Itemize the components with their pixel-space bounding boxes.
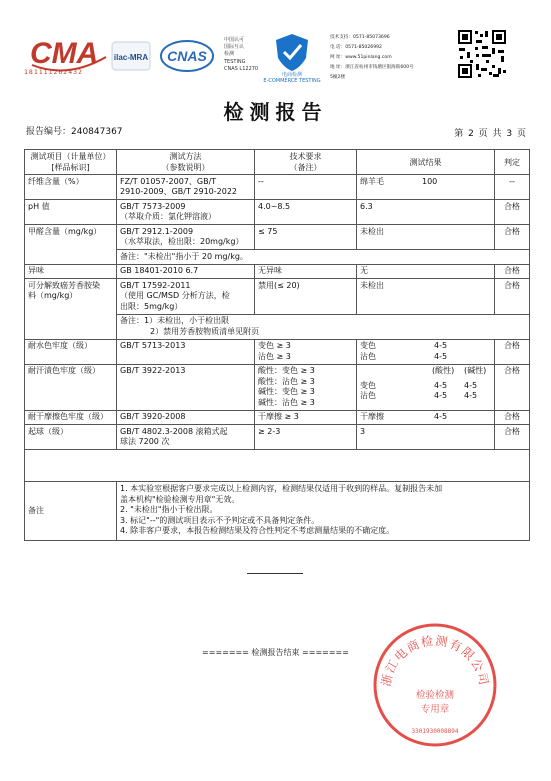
judgement-cell: 合格 (495, 225, 530, 250)
table-row (25, 425, 530, 450)
contact-tel: 技术支持：0571-85073696 (330, 35, 390, 40)
method-cell: GB/T 4802.3-2008 滚箱式起 球法 7200 次 (117, 425, 255, 450)
method-cell: FZ/T 01057-2007、GB/T 2910-2009、GB/T 2910-2022 (117, 175, 255, 200)
requirement-cell: 酸性：变色 ≥ 3 酸性：沾色 ≥ 3 碱性：变色 ≥ 3 碱性：沾色 ≥ 3 (255, 364, 357, 410)
cma-number: 181111262432 (24, 68, 83, 76)
item-cell: 甲醛含量（mg/kg） (25, 225, 117, 265)
table-row (25, 264, 530, 279)
item-cell: 耐水色牢度（级） (25, 339, 117, 364)
report-title: 检测报告 (223, 100, 328, 124)
requirement-cell: ≤ 75 (255, 225, 357, 250)
contact-address-2: 5幢2楼 (330, 75, 346, 80)
remark-item: 1. 本实验室根据客户要求完成以上检测内容，检测结果仅适用于收到的样品。复制报告未加 (120, 484, 443, 493)
method-cell: GB/T 17592-2011 （使用 GC/MSD 分析方法，检 出限：5mg/kg） (117, 279, 255, 315)
judgement-cell: 合格 (495, 264, 530, 279)
seal-company-name: 浙江电商检测有限公司 (378, 633, 492, 688)
header-test-method: 测试方法 （参数说明） (117, 150, 255, 175)
cma-logo-text: CMA (30, 37, 99, 70)
table-row (25, 225, 530, 250)
seal-number: 3301930008894 (411, 728, 459, 735)
remarks-content (117, 482, 530, 541)
official-seal-stamp (370, 620, 500, 750)
requirement-cell: 干摩擦 ≥ 3 (255, 410, 357, 425)
table-row (25, 175, 530, 200)
table-row (25, 339, 530, 364)
blank-row (25, 450, 530, 482)
method-cell: GB/T 3922-2013 (117, 364, 255, 410)
requirement-cell: -- (255, 175, 357, 200)
ecommerce-testing-shield-icon (270, 30, 314, 74)
header-result: 测试结果 (357, 150, 495, 175)
cma-logo (28, 35, 108, 85)
table-row (25, 364, 530, 410)
formaldehyde-note: 备注："未检出"指小于 20 mg/kg。 (117, 250, 530, 265)
result-cell: 干摩擦 4-5 (357, 410, 495, 425)
test-results-table (24, 149, 530, 541)
remark-item: 4. 除非客户要求，本报告检测结果及符合性判定不考虑测量结果的不确定度。 (120, 526, 395, 535)
requirement-cell: 变色 ≥ 3 沾色 ≥ 3 (255, 339, 357, 364)
cnas-logo (159, 38, 215, 74)
result-cell: 变色 4-5 沾色 4-5 (357, 339, 495, 364)
page-info: 第 2 页 共 3 页 (454, 129, 527, 139)
method-cell: GB/T 3920-2008 (117, 410, 255, 425)
table-row (25, 200, 530, 225)
requirement-cell: 4.0~8.5 (255, 200, 357, 225)
result-cell: 无 (357, 264, 495, 279)
blank-cell (25, 450, 530, 482)
report-number: 报告编号：240847367 (26, 127, 123, 137)
item-cell: pH 值 (25, 200, 117, 225)
cnas-logo-text: CNAS (167, 48, 207, 64)
report-end-marker: ======= 检测报告结束 ======= (202, 648, 349, 657)
requirement-cell: ≥ 2-3 (255, 425, 357, 450)
judgement-cell: 合格 (495, 364, 530, 410)
cnas-line: 中国认可 (224, 37, 245, 43)
cnas-line: 国际互认 (224, 44, 245, 51)
separator-line (247, 573, 303, 574)
cnas-line: TESTING (224, 58, 246, 65)
ilac-mra-logo (110, 38, 152, 74)
header-test-item: 测试项目（计量单位） [样品标识] (25, 150, 117, 175)
item-cell: 纤维含量（%） (25, 175, 117, 200)
judgement-cell: 合格 (495, 339, 530, 364)
header-judgement: 判定 (495, 150, 530, 175)
ec-label-en: E-COMMERCE TESTING (263, 78, 321, 84)
seal-center-line-2: 专用章 (420, 704, 450, 715)
table-header-row (25, 150, 530, 175)
requirement-cell: 禁用(≤ 20) (255, 279, 357, 315)
judgement-cell: 合格 (495, 279, 530, 315)
item-cell: 耐汗渍色牢度（级） (25, 364, 117, 410)
ilac-logo-text: ilac-MRA (113, 53, 149, 62)
qr-code-icon (456, 28, 508, 80)
cnas-accreditation-text (224, 37, 258, 73)
judgement-cell: 合格 (495, 425, 530, 450)
judgement-cell: -- (495, 175, 530, 200)
remarks-label: 备注 (25, 482, 117, 541)
contact-info (330, 33, 414, 83)
result-cell: 6.3 (357, 200, 495, 225)
result-cell: 3 (357, 425, 495, 450)
item-cell: 耐干摩擦色牢度（级） (25, 410, 117, 425)
method-cell: GB/T 2912.1-2009 （水萃取法，检出限：20mg/kg） (117, 225, 255, 250)
report-header (0, 0, 551, 95)
table-row (25, 410, 530, 425)
method-cell: GB/T 5713-2013 (117, 339, 255, 364)
remark-item: 2. "未检出"指小于检出限。 (120, 505, 218, 514)
result-cell: 绵羊毛 100 (357, 175, 495, 200)
contact-phone: 电 话：0571-85026992 (330, 45, 382, 50)
cnas-line: CNAS L12270 (224, 65, 259, 72)
contact-site: 网 址：www.51pinlang.com (330, 55, 392, 60)
seal-center-line-1: 检验检测 (415, 690, 455, 701)
table-row (25, 279, 530, 315)
remark-item: 3. 标记"--"的测试项目表示不予判定或不具备判定条件。 (120, 515, 320, 525)
result-cell: 未检出 (357, 225, 495, 250)
remarks-row (25, 482, 530, 541)
method-cell: GB 18401-2010 6.7 (117, 264, 255, 279)
ec-label-cn: 电商检测 (281, 72, 302, 78)
header-requirement: 技术要求 （备注） (255, 150, 357, 175)
judgement-cell: 合格 (495, 410, 530, 425)
requirement-cell: 无异味 (255, 264, 357, 279)
cnas-line: 检测 (224, 51, 235, 58)
judgement-cell: 合格 (495, 200, 530, 225)
ecommerce-testing-label (262, 72, 322, 84)
item-cell: 可分解致癌芳香胺染 料（mg/kg） (25, 279, 117, 340)
method-cell: GB/T 7573-2009 （萃取介质：氯化钾溶液） (117, 200, 255, 225)
result-cell: 未检出 (357, 279, 495, 315)
contact-address: 地 址：浙江省杭州市钱塘区银海街600号 (330, 65, 414, 70)
item-cell: 起球（级） (25, 425, 117, 450)
result-cell: (酸性) (碱性) 变色 4-5 4-5 沾色 4-5 4-5 (357, 364, 495, 410)
item-cell: 异味 (25, 264, 117, 279)
remark-item: 盖本机构"检验检测专用章"无效。 (120, 494, 240, 504)
amine-note: 备注：1）未检出，小于检出限 2）禁用芳香胺物质清单见附页 (117, 314, 530, 339)
